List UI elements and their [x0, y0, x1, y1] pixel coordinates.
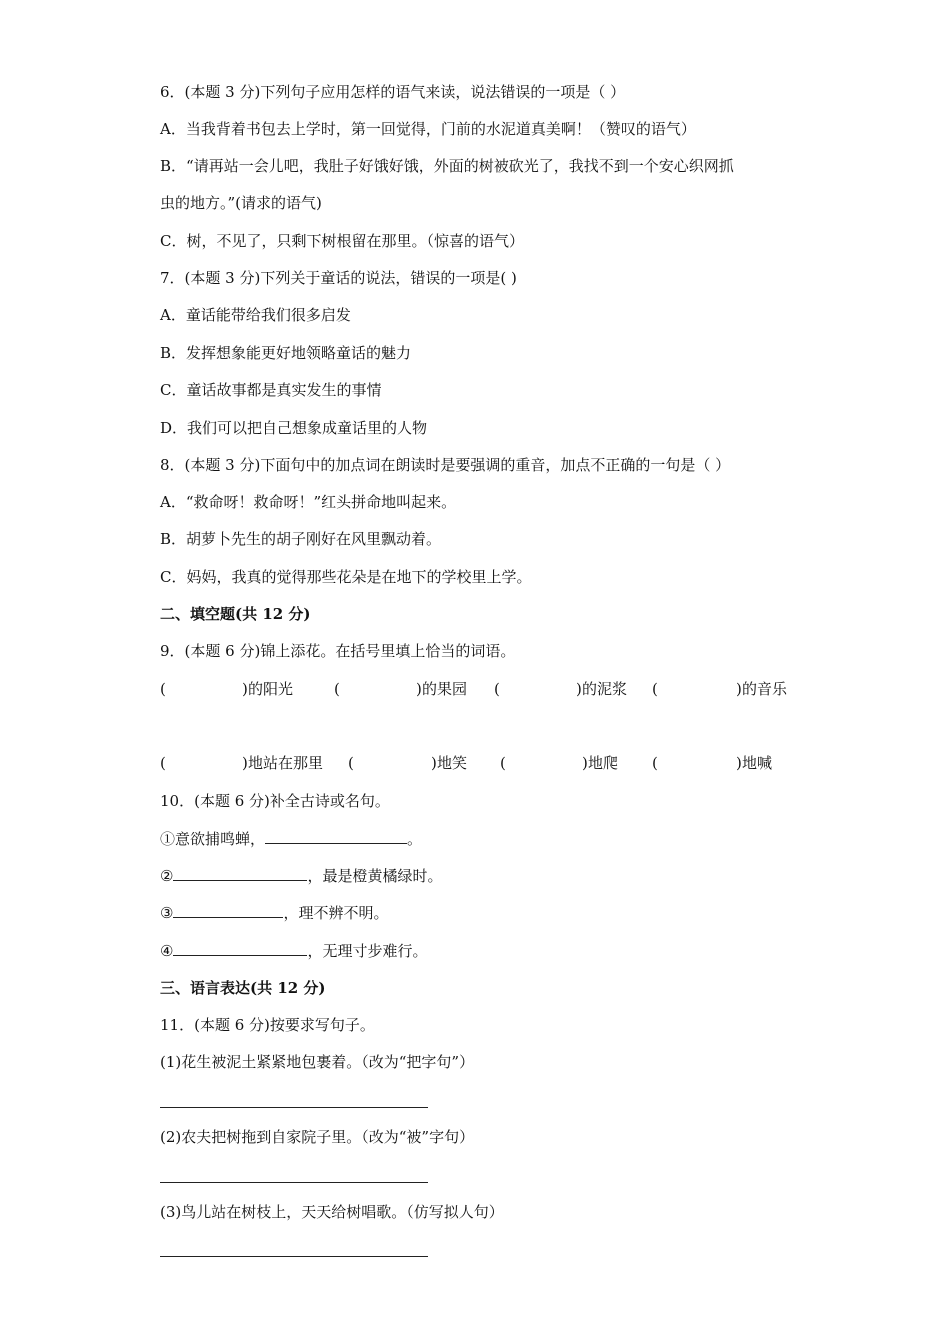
q8-stem: 8．(本题 3 分)下面句中的加点词在朗读时是要强调的重音，加点不正确的一句是（ ） [160, 456, 731, 474]
fill-row-1 [160, 679, 800, 699]
q11-answer-line-3[interactable] [160, 1255, 428, 1257]
q6-stem: 6．(本题 3 分)下列句子应用怎样的语气来读，说法错误的一项是（ ） [160, 83, 626, 101]
poem-line-1 [160, 829, 422, 849]
poem-2-blank[interactable] [173, 866, 307, 881]
q9-stem: 9．(本题 6 分)锦上添花。在括号里填上恰当的词语。 [160, 642, 516, 660]
poem-2-suffix: ，最是橙黄橘绿时。 [307, 867, 443, 885]
q11-part-1: (1)花生被泥土紧紧地包裹着。（改为“把字句”） [160, 1053, 475, 1071]
fill-paren-open: ( [348, 754, 354, 772]
fill-paren-close: ) [416, 680, 422, 698]
fill-blank-2-2[interactable]: 地笑 [437, 754, 468, 772]
q7-option-c: C．童话故事都是真实发生的事情 [160, 381, 382, 399]
q11-part-2: (2)农夫把树拖到自家院子里。（改为“被”字句） [160, 1128, 475, 1146]
fill-paren-open: ( [494, 680, 500, 698]
q7-option-d: D．我们可以把自己想象成童话里的人物 [160, 419, 428, 437]
fill-blank-1-1[interactable]: 的阳光 [248, 680, 294, 698]
q7-option-b: B．发挥想象能更好地领略童话的魅力 [160, 344, 412, 362]
poem-line-4 [160, 941, 427, 961]
poem-3-suffix: ，理不辨不明。 [283, 904, 389, 922]
fill-paren-close: ) [582, 754, 588, 772]
fill-paren-open: ( [500, 754, 506, 772]
q8-option-a: A．“救命呀！救命呀！”红头拼命地叫起来。 [160, 493, 457, 511]
fill-paren-close: ) [736, 754, 742, 772]
fill-blank-1-2[interactable]: 的果园 [422, 680, 468, 698]
fill-row-2 [160, 753, 800, 773]
fill-blank-2-1[interactable]: 地站在那里 [248, 754, 324, 772]
fill-paren-close: ) [576, 680, 582, 698]
q11-stem: 11．(本题 6 分)按要求写句子。 [160, 1016, 375, 1034]
section-2-heading: 二、填空题(共 12 分) [160, 605, 311, 623]
fill-blank-1-4[interactable]: 的音乐 [742, 680, 788, 698]
q11-answer-line-2[interactable] [160, 1181, 428, 1183]
q10-stem: 10．(本题 6 分)补全古诗或名句。 [160, 792, 390, 810]
poem-line-2 [160, 866, 442, 886]
fill-blank-2-3[interactable]: 地爬 [588, 754, 619, 772]
poem-4-prefix: ④ [160, 942, 174, 960]
fill-paren-close: ) [431, 754, 437, 772]
q11-part-3: (3)鸟儿站在树枝上，天天给树唱歌。（仿写拟人句） [160, 1203, 504, 1221]
fill-paren-open: ( [652, 680, 658, 698]
fill-blank-1-3[interactable]: 的泥浆 [582, 680, 628, 698]
poem-1-prefix: ①意欲捕鸣蝉， [160, 830, 266, 848]
fill-paren-open: ( [160, 680, 166, 698]
fill-blank-2-4[interactable]: 地喊 [742, 754, 773, 772]
poem-1-blank[interactable] [265, 829, 407, 844]
q11-answer-line-1[interactable] [160, 1106, 428, 1108]
poem-1-suffix: 。 [407, 830, 423, 848]
fill-paren-open: ( [652, 754, 658, 772]
poem-3-prefix: ③ [160, 904, 174, 922]
q7-option-a: A．童话能带给我们很多启发 [160, 306, 351, 324]
q6-option-b-line1: B．“请再站一会儿吧，我肚子好饿好饿，外面的树被砍光了，我找不到一个安心织网抓 [160, 157, 734, 175]
q6-option-b-line2: 虫的地方。”(请求的语气) [160, 194, 322, 212]
q6-option-a: A．当我背着书包去上学时，第一回觉得，门前的水泥道真美啊！（赞叹的语气） [160, 120, 696, 138]
fill-paren-open: ( [160, 754, 166, 772]
fill-paren-close: ) [242, 680, 248, 698]
poem-line-3 [160, 903, 388, 923]
q6-option-c: C．树，不见了，只剩下树根留在那里。（惊喜的语气） [160, 232, 524, 250]
fill-paren-open: ( [334, 680, 340, 698]
poem-4-blank[interactable] [173, 941, 307, 956]
fill-paren-close: ) [242, 754, 248, 772]
poem-2-prefix: ② [160, 867, 174, 885]
fill-paren-close: ) [736, 680, 742, 698]
poem-3-blank[interactable] [173, 903, 283, 918]
section-3-heading: 三、语言表达(共 12 分) [160, 979, 326, 997]
poem-4-suffix: ，无理寸步难行。 [307, 942, 428, 960]
q8-option-c: C．妈妈，我真的觉得那些花朵是在地下的学校里上学。 [160, 568, 532, 586]
q7-stem: 7．(本题 3 分)下列关于童话的说法，错误的一项是( ) [160, 269, 517, 287]
q8-option-b: B．胡萝卜先生的胡子刚好在风里飘动着。 [160, 530, 442, 548]
